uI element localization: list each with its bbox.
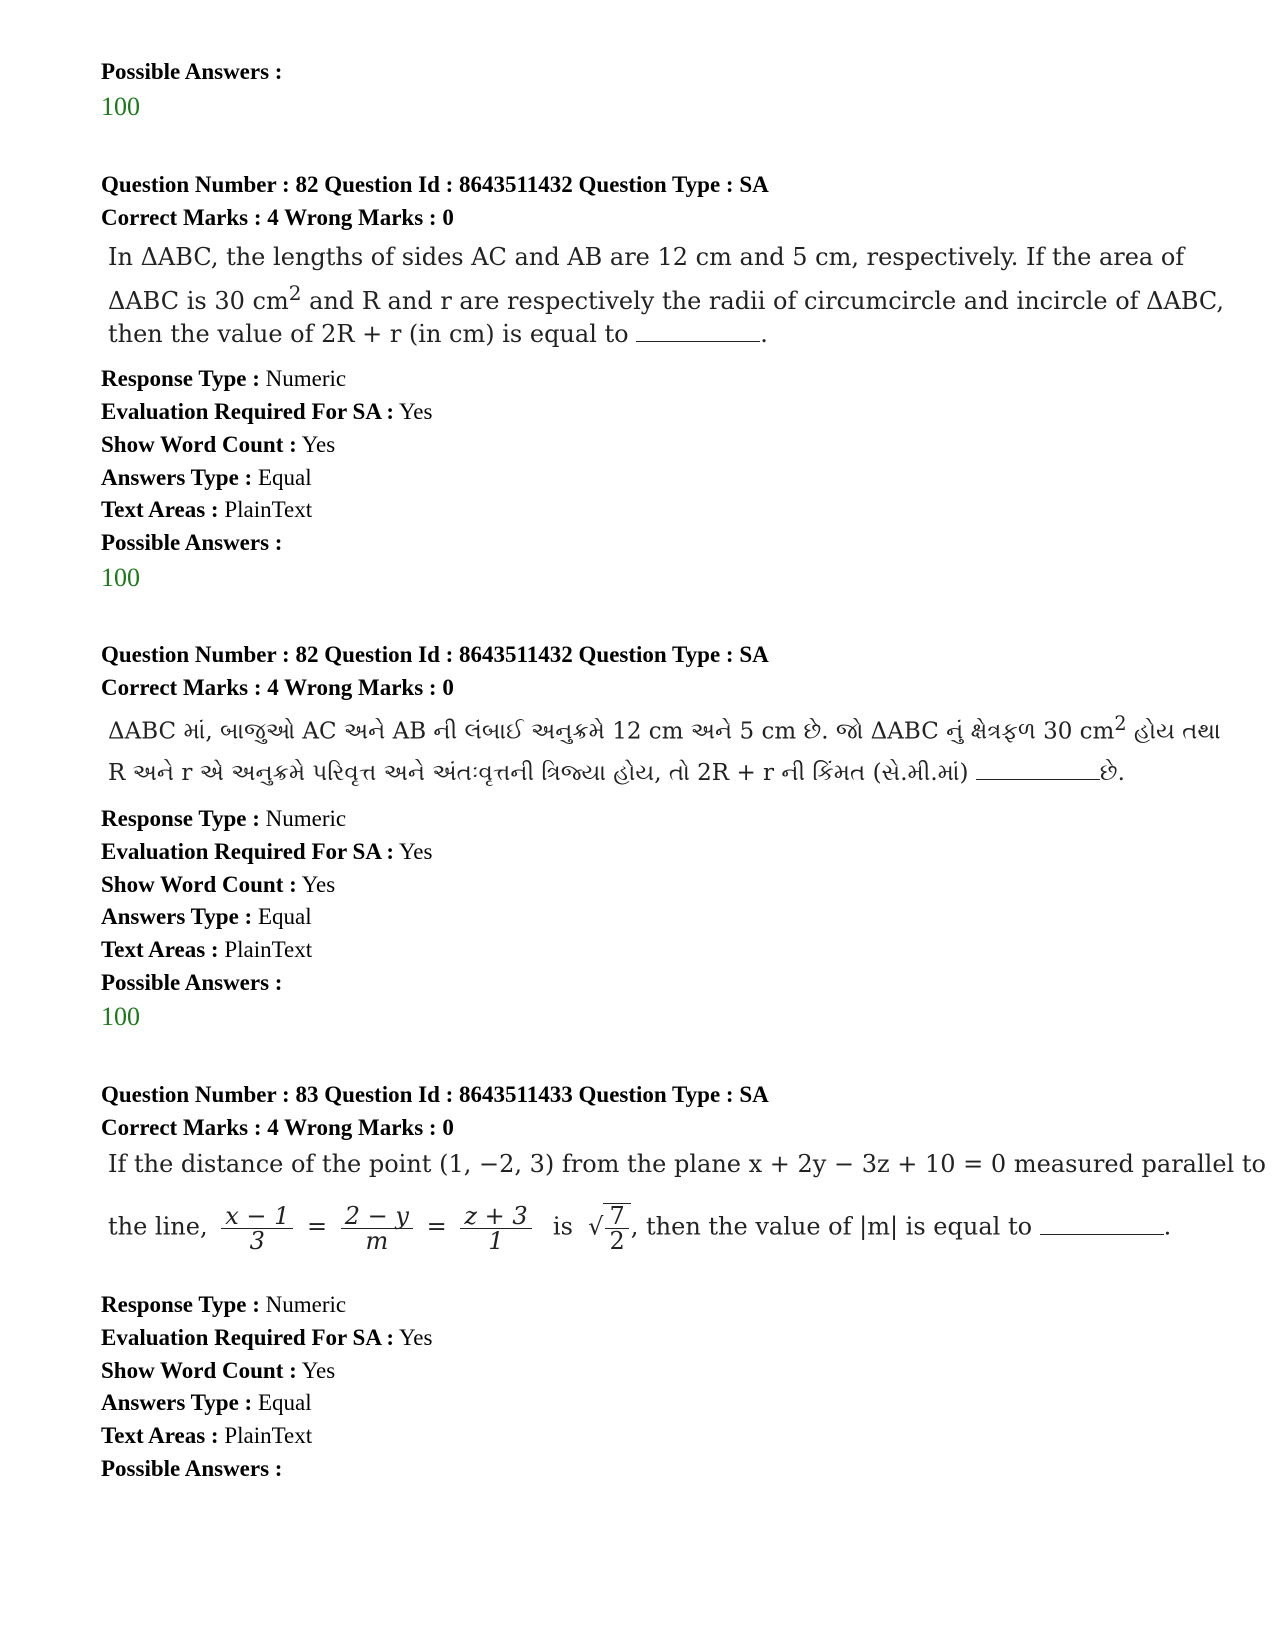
field-show-word-count: [101, 430, 335, 460]
fraction: [221, 1201, 293, 1255]
question-text-line-2: [108, 281, 1224, 315]
question-marks: Correct Marks : 4 Wrong Marks : 0: [101, 1115, 454, 1140]
field-value: Yes: [399, 399, 433, 424]
question-text-segment: is: [552, 1212, 573, 1241]
field-value: Equal: [257, 1390, 312, 1415]
possible-answers-label: Possible Answers :: [101, 1456, 283, 1481]
field-value: Yes: [301, 432, 336, 457]
field-response-type: [101, 1290, 346, 1320]
field-label: Show Word Count :: [101, 1358, 297, 1383]
question-header: Question Number : 82 Question Id : 8643511432 Question Type : SA: [101, 642, 769, 667]
question-text-line-2: [108, 760, 1125, 786]
field-label: Show Word Count :: [101, 432, 297, 457]
field-evaluation-required: [101, 397, 432, 427]
question-text-segment: R અને r એ અનુક્રમે પરિવૃત્ત અને અંતઃવૃત્તની ત્રિજ્યા હોય, તો 2R + r ની કિંમત (સે.મી.માં): [108, 760, 976, 786]
possible-answer-value: 100: [101, 563, 140, 592]
field-value: Equal: [257, 465, 312, 490]
possible-answer-value: 100: [101, 1002, 140, 1031]
superscript: 2: [288, 281, 302, 305]
field-label: Answers Type :: [101, 1390, 253, 1415]
field-label: Show Word Count :: [101, 872, 297, 897]
square-root: [588, 1203, 631, 1253]
question-text-segment: છે.: [1099, 760, 1125, 786]
answer-blank: [976, 778, 1100, 780]
equals-sign: =: [426, 1212, 447, 1241]
answer-blank: [1040, 1233, 1164, 1235]
field-label: Text Areas :: [101, 1423, 219, 1448]
question-text-segment: , then the value of |m| is equal to: [630, 1212, 1040, 1241]
field-label: Text Areas :: [101, 937, 219, 962]
question-text-line-1: In ΔABC, the lengths of sides AC and AB are 12 cm and 5 cm, respectively. If the area of: [108, 243, 1185, 271]
field-evaluation-required: [101, 1323, 432, 1353]
field-value: Yes: [301, 872, 336, 897]
fraction-numerator: 2 − y: [341, 1204, 413, 1229]
field-label: Response Type :: [101, 1292, 260, 1317]
question-text-segment: then the value of 2R + r (in cm) is equal to: [108, 320, 637, 348]
field-label: Answers Type :: [101, 465, 253, 490]
radical-sign: √: [588, 1212, 604, 1241]
field-value: Yes: [301, 1358, 336, 1383]
field-text-areas: [101, 935, 312, 965]
field-show-word-count: [101, 1356, 335, 1386]
field-label: Evaluation Required For SA :: [101, 839, 395, 864]
field-text-areas: [101, 1421, 312, 1451]
question-header: Question Number : 82 Question Id : 8643511432 Question Type : SA: [101, 172, 769, 197]
fraction-denominator: m: [365, 1226, 389, 1255]
field-value: Numeric: [265, 1292, 347, 1317]
field-answers-type: [101, 902, 312, 932]
field-response-type: [101, 364, 346, 394]
question-text-segment: .: [1163, 1212, 1172, 1241]
field-value: Equal: [257, 904, 312, 929]
answer-blank: [636, 340, 760, 342]
question-header: Question Number : 83 Question Id : 8643511433 Question Type : SA: [101, 1082, 769, 1107]
fraction: [460, 1201, 531, 1255]
field-value: Yes: [399, 839, 433, 864]
question-text-segment: and R and r are respectively the radii of circumcircle and incircle of ΔABC,: [301, 287, 1225, 315]
field-response-type: [101, 804, 346, 834]
field-value: Yes: [399, 1325, 433, 1350]
field-answers-type: [101, 1388, 312, 1418]
field-label: Response Type :: [101, 366, 260, 391]
question-text-segment: .: [760, 320, 768, 348]
fraction-denominator: 3: [249, 1226, 265, 1255]
question-text-line-2: [108, 1203, 1171, 1253]
field-value: PlainText: [224, 1423, 313, 1448]
field-label: Response Type :: [101, 806, 260, 831]
equals-sign: =: [307, 1212, 328, 1241]
possible-answers-label: Possible Answers :: [101, 970, 283, 995]
superscript: 2: [1114, 712, 1127, 735]
field-label: Evaluation Required For SA :: [101, 399, 395, 424]
field-label: Evaluation Required For SA :: [101, 1325, 395, 1350]
fraction-numerator: z + 3: [460, 1204, 531, 1229]
field-label: Text Areas :: [101, 497, 219, 522]
question-text-line-3: [108, 320, 768, 348]
question-text-line-1: If the distance of the point (1, −2, 3) from the plane x + 2y − 3z + 10 = 0 measured parallel to: [108, 1150, 1266, 1178]
fraction-numerator: x − 1: [221, 1204, 293, 1229]
fraction-denominator: 1: [488, 1226, 504, 1255]
question-marks: Correct Marks : 4 Wrong Marks : 0: [101, 205, 454, 230]
possible-answer-value: 100: [101, 92, 140, 121]
field-value: Numeric: [265, 806, 347, 831]
field-evaluation-required: [101, 837, 432, 867]
field-label: Answers Type :: [101, 904, 253, 929]
possible-answers-label: Possible Answers :: [101, 59, 283, 84]
fraction-denominator: 2: [609, 1227, 625, 1255]
question-text-segment: the line,: [108, 1212, 216, 1241]
field-value: Numeric: [265, 366, 347, 391]
question-text-segment: ΔABC is 30 cm: [108, 287, 289, 315]
field-value: PlainText: [224, 497, 313, 522]
possible-answers-label: Possible Answers :: [101, 530, 283, 555]
field-show-word-count: [101, 870, 335, 900]
fraction-numerator: 7: [605, 1204, 628, 1229]
field-text-areas: [101, 495, 312, 525]
fraction: [341, 1201, 413, 1255]
field-value: PlainText: [224, 937, 313, 962]
question-marks: Correct Marks : 4 Wrong Marks : 0: [101, 675, 454, 700]
field-answers-type: [101, 463, 312, 493]
question-text-line-1: [108, 712, 1221, 745]
fraction: [605, 1204, 628, 1253]
question-text-segment: હોય તથા: [1126, 718, 1221, 745]
question-text-segment: ΔABC માં, બાજુઓ AC અને AB ની લંબાઈ અનુક્રમે 12 cm અને 5 cm છે. જો ΔABC નું ક્ષેત્રફળ 30 cm: [108, 718, 1115, 745]
